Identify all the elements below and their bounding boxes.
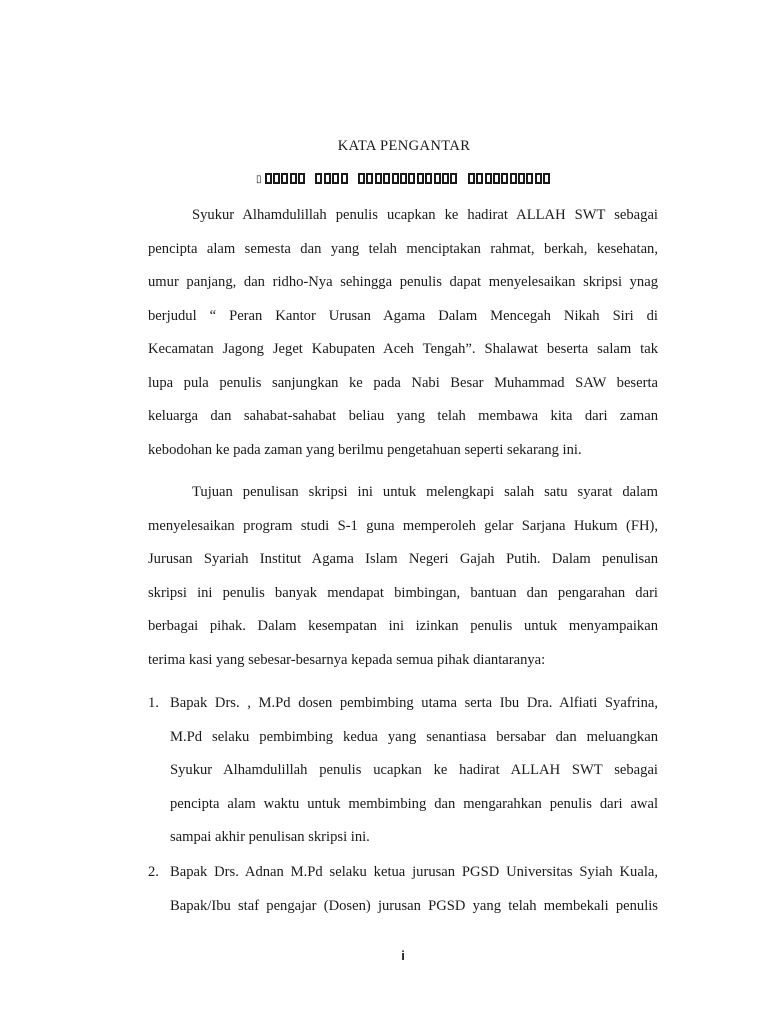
- glyph-group: [315, 173, 349, 184]
- list-item-number: 2.: [148, 864, 159, 880]
- list-item-line: Bapak Drs. , M.Pd dosen pembimbing utama serta Ibu Dra. Alfiati Syafrina,: [170, 695, 658, 711]
- paragraph-1: [148, 205, 658, 473]
- missing-glyph-box: [493, 173, 500, 184]
- glyph-group: [468, 173, 552, 184]
- list-item-line: pencipta alam waktu untuk membimbing dan mengarahkan penulis dari awal: [170, 795, 658, 812]
- list-item-body: [170, 862, 658, 929]
- paragraph-line: keluarga dan sahabat-sahabat beliau yang telah membawa kita dari zaman: [148, 408, 658, 424]
- paragraph-line: berjudul “ Peran Kantor Urusan Agama Dalam Mencegah Nikah Siri di: [148, 307, 658, 324]
- missing-glyph-box: [392, 173, 399, 184]
- paragraph-line: berbagai pihak. Dalam kesempatan ini izinkan penulis untuk menyampaikan: [148, 618, 658, 634]
- missing-glyph-box: [400, 173, 407, 184]
- missing-glyph-box: [434, 173, 441, 184]
- paragraph-line: terima kasi yang sebesar-besarnya kepada semua pihak diantaranya:: [148, 651, 546, 668]
- missing-glyph-box: [535, 173, 542, 184]
- missing-glyph-box: [324, 173, 331, 184]
- missing-glyph-box: [375, 173, 382, 184]
- paragraph-line: lupa pula penulis sanjungkan ke pada Nabi Besar Muhammad SAW beserta: [148, 374, 658, 391]
- list-item-line: M.Pd selaku pembimbing kedua yang senantiasa bersabar dan meluangkan: [170, 728, 658, 745]
- paragraph-line: skripsi ini penulis banyak mendapat bimbingan, bantuan dan pengarahan dari: [148, 584, 658, 601]
- missing-glyph-box: [290, 173, 297, 184]
- list-item-number: 1.: [148, 695, 159, 711]
- paragraph-line: menyelesaikan program studi S-1 guna memperoleh gelar Sarjana Hukum (FH),: [148, 517, 658, 534]
- missing-glyph-box: [518, 173, 525, 184]
- page-title: KATA PENGANTAR: [337, 138, 471, 154]
- glyph-group: [358, 173, 459, 184]
- missing-glyph-box: [298, 173, 305, 184]
- missing-glyph-box: [341, 173, 348, 184]
- missing-glyph-box: [265, 173, 272, 184]
- missing-glyph-box: [476, 173, 483, 184]
- paragraph-line: kebodohan ke pada zaman yang berilmu pengetahuan seperti sekarang ini.: [148, 441, 582, 458]
- missing-glyph-box: [485, 173, 492, 184]
- list-item-body: [170, 693, 658, 861]
- missing-glyph-box: [332, 173, 339, 184]
- missing-glyph-box: [281, 173, 288, 184]
- bismillah-glyphs: [256, 169, 552, 187]
- missing-glyph-box: [273, 173, 280, 184]
- missing-glyph-box: [408, 173, 415, 184]
- missing-glyph-box: [501, 173, 508, 184]
- missing-glyph-box: [383, 173, 390, 184]
- list-item-line: sampai akhir penulisan skripsi ini.: [170, 829, 370, 845]
- paragraph-line: Syukur Alhamdulillah penulis ucapkan ke hadirat ALLAH SWT sebagai: [192, 207, 658, 223]
- missing-glyph-box: [366, 173, 373, 184]
- paragraph-line: Tujuan penulisan skripsi ini untuk melengkapi salah satu syarat dalam: [192, 484, 658, 500]
- page-number: i: [401, 948, 405, 963]
- list-item-line: Bapak Drs. Adnan M.Pd selaku ketua jurusan PGSD Universitas Syiah Kuala,: [170, 864, 658, 880]
- bismillah-mark: ▯: [256, 173, 262, 185]
- paragraph-2: [148, 482, 658, 683]
- paragraph-line: Kecamatan Jagong Jeget Kabupaten Aceh Tengah”. Shalawat beserta salam tak: [148, 341, 658, 357]
- paragraph-line: pencipta alam semesta dan yang telah menciptakan rahmat, berkah, kesehatan,: [148, 240, 658, 257]
- missing-glyph-box: [358, 173, 365, 184]
- missing-glyph-box: [417, 173, 424, 184]
- list-item-line: Bapak/Ibu staf pengajar (Dosen) jurusan PGSD yang telah membekali penulis: [170, 897, 658, 914]
- glyph-group: [265, 173, 307, 184]
- missing-glyph-box: [510, 173, 517, 184]
- missing-glyph-box: [450, 173, 457, 184]
- paragraph-line: Jurusan Syariah Institut Agama Islam Negeri Gajah Putih. Dalam penulisan: [148, 551, 658, 567]
- missing-glyph-box: [315, 173, 322, 184]
- missing-glyph-box: [543, 173, 550, 184]
- missing-glyph-box: [468, 173, 475, 184]
- missing-glyph-box: [442, 173, 449, 184]
- missing-glyph-box: [425, 173, 432, 184]
- list-item-line: Syukur Alhamdulillah penulis ucapkan ke hadirat ALLAH SWT sebagai: [170, 762, 658, 778]
- missing-glyph-box: [526, 173, 533, 184]
- paragraph-line: umur panjang, dan ridho-Nya sehingga penulis dapat menyelesaikan skripsi ynag: [148, 274, 658, 290]
